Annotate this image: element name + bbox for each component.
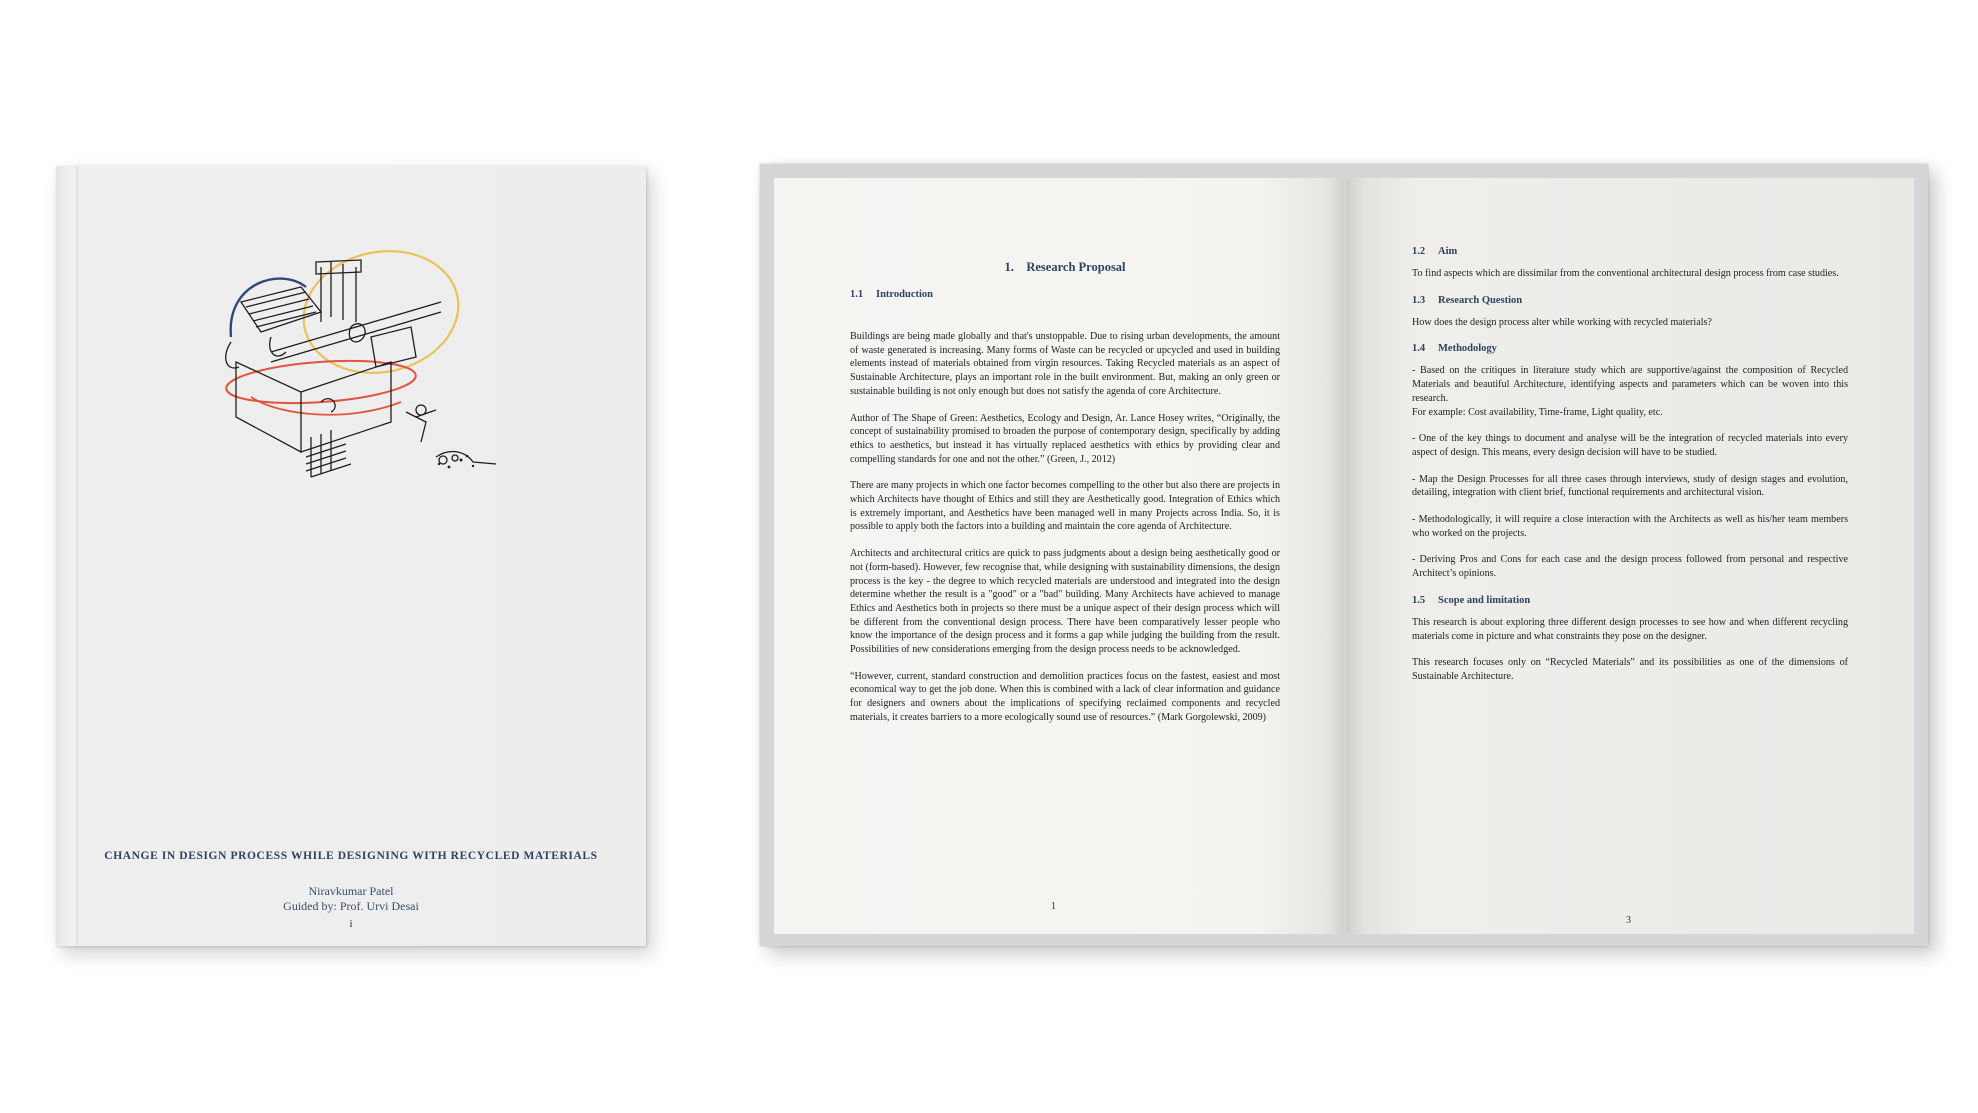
- right-page: [1346, 178, 1914, 934]
- paragraph: - Map the Design Processes for all three cases through interviews, study of design stages and evolution, detailing, integration with client brief, functional requirements and architectural vision.: [1412, 473, 1848, 499]
- section-heading-introduction: [850, 289, 1280, 300]
- paragraph: - One of the key things to document and analyse will be the integration of recycled materials into every aspect of design. This means, every design decision will have to be studied.: [1412, 433, 1848, 458]
- paragraph: - Deriving Pros and Cons for each case and the design process followed from personal and respective Architect’s opinions.: [1412, 554, 1848, 580]
- section-number: 1.2: [1412, 246, 1426, 257]
- cover-guide: Guided by: Prof. Urvi Desai: [283, 899, 419, 913]
- page-number: 3: [1626, 915, 1631, 926]
- section-title: Scope and limitation: [1438, 594, 1531, 606]
- paragraph: - Methodologically, it will require a close interaction with the Architects as well as his/her team members who worked on the projects.: [1412, 514, 1848, 539]
- section-number: 1.3: [1412, 294, 1426, 306]
- left-page: [774, 178, 1344, 934]
- section-heading-research-question: [1412, 295, 1848, 306]
- right-page-content: [1412, 178, 1848, 697]
- paragraph: “However, current, standard construction and demolition practices focus on the fastest, easiest and most economical way to get the job done. When this is combined with a lack of clear information and guidance for designers and owners about the implications of specifying reclaimed components and recycled materials, it creates barriers to a more ecologically sound use of resources.” (Mark Gorgolewski, 2009): [850, 670, 1280, 723]
- open-book-spread: [760, 164, 1928, 946]
- paragraph: There are many projects in which one factor becomes compelling to the other but also there are projects in which Architects have thought of Ethics and still they are Aesthetically good. Integration of Ethics which is extremely important, and Aesthetics have been managed well in many Projects across India. So, it is possible to apply both the factors into a building and maintain the core agenda of Architecture.: [850, 480, 1280, 533]
- cover-title: CHANGE IN DESIGN PROCESS WHILE DESIGNING WITH RECYCLED MATERIALS: [104, 850, 598, 862]
- section-number: 1.1: [850, 289, 864, 300]
- paragraph: - Based on the critiques in literature study which are supportive/against the composition of Recycled Materials and beautiful Architecture, identifying aspects and parameters which can be woven into this research. For example: Cost availability, Time-frame, Light quality, etc.: [1412, 365, 1848, 418]
- cover-spine: [76, 166, 78, 946]
- paragraph: To find aspects which are dissimilar from the conventional architectural design process from case studies.: [1412, 268, 1839, 279]
- paragraph: Buildings are being made globally and that's unstoppable. Due to rising urban developments, the amount of waste generated is increasing. Many forms of Waste can be recycled or upcycled and used in building elements instead of materials obtained from virgin resources. Taking Recycled materials as an aspect of Sustainable Architecture, plays an important role in the built environment. But, making an only green or sustainable building is not only enough but does not satisfy the agenda of core Architecture.: [850, 331, 1280, 397]
- architectural-sketch-illustration: [211, 242, 511, 492]
- paragraph: Author of The Shape of Green: Aesthetics, Ecology and Design, Ar. Lance Hosey writes, “Originally, the concept of sustainability promised to broaden the purpose of contemporary design, specifically by adding ethics to aesthetics, but instead it has virtually replaced aesthetics with ethics by providing clear and compelling standards for one and not the other.” (Green, J., 2012): [850, 412, 1280, 465]
- paragraph: This research focuses only on “Recycled Materials” and its possibilities as one of the dimensions of Sustainable Architecture.: [1412, 657, 1848, 682]
- chapter-heading: 1. Research Proposal: [1004, 260, 1126, 274]
- cover-author: Niravkumar Patel: [308, 884, 394, 898]
- section-number: 1.5: [1412, 594, 1426, 606]
- left-page-content: [850, 178, 1280, 738]
- section-title: Research Question: [1438, 294, 1523, 306]
- paragraph: How does the design process alter while working with recycled materials?: [1412, 316, 1712, 328]
- section-heading-scope: [1412, 595, 1848, 606]
- page-number: 1: [1051, 901, 1056, 912]
- section-heading-methodology: [1412, 343, 1848, 354]
- section-heading-aim: [1412, 246, 1848, 257]
- section-title: Methodology: [1438, 343, 1497, 355]
- section-title: Introduction: [876, 289, 933, 300]
- paragraph: This research is about exploring three different design processes to see how and when different recycling materials come in picture and what constraints they pose on the designer.: [1412, 616, 1848, 642]
- cover-page-number: i: [349, 918, 353, 930]
- paragraph: Architects and architectural critics are quick to pass judgments about a design being aesthetically good or not (form-based). However, few recognise that, while designing with sustainability dimensions, the design process is the key - the degree to which recycled materials are understood and integrated into the design determine whether the result is a "good" or a "bad" building. Many Architects have achieved to manage Ethics and Aesthetics both in projects so there must be a unique aspect of their design process which will be different from the conventional design process. There have been comparatively lesser people who know the importance of the design process and it forms a gap while judging the building from the result. Possibilities of new considerations emerging from the design process needs to be acknowledged.: [850, 548, 1280, 656]
- book-cover: [56, 166, 646, 946]
- section-title: Aim: [1438, 246, 1458, 257]
- section-number: 1.4: [1412, 343, 1426, 355]
